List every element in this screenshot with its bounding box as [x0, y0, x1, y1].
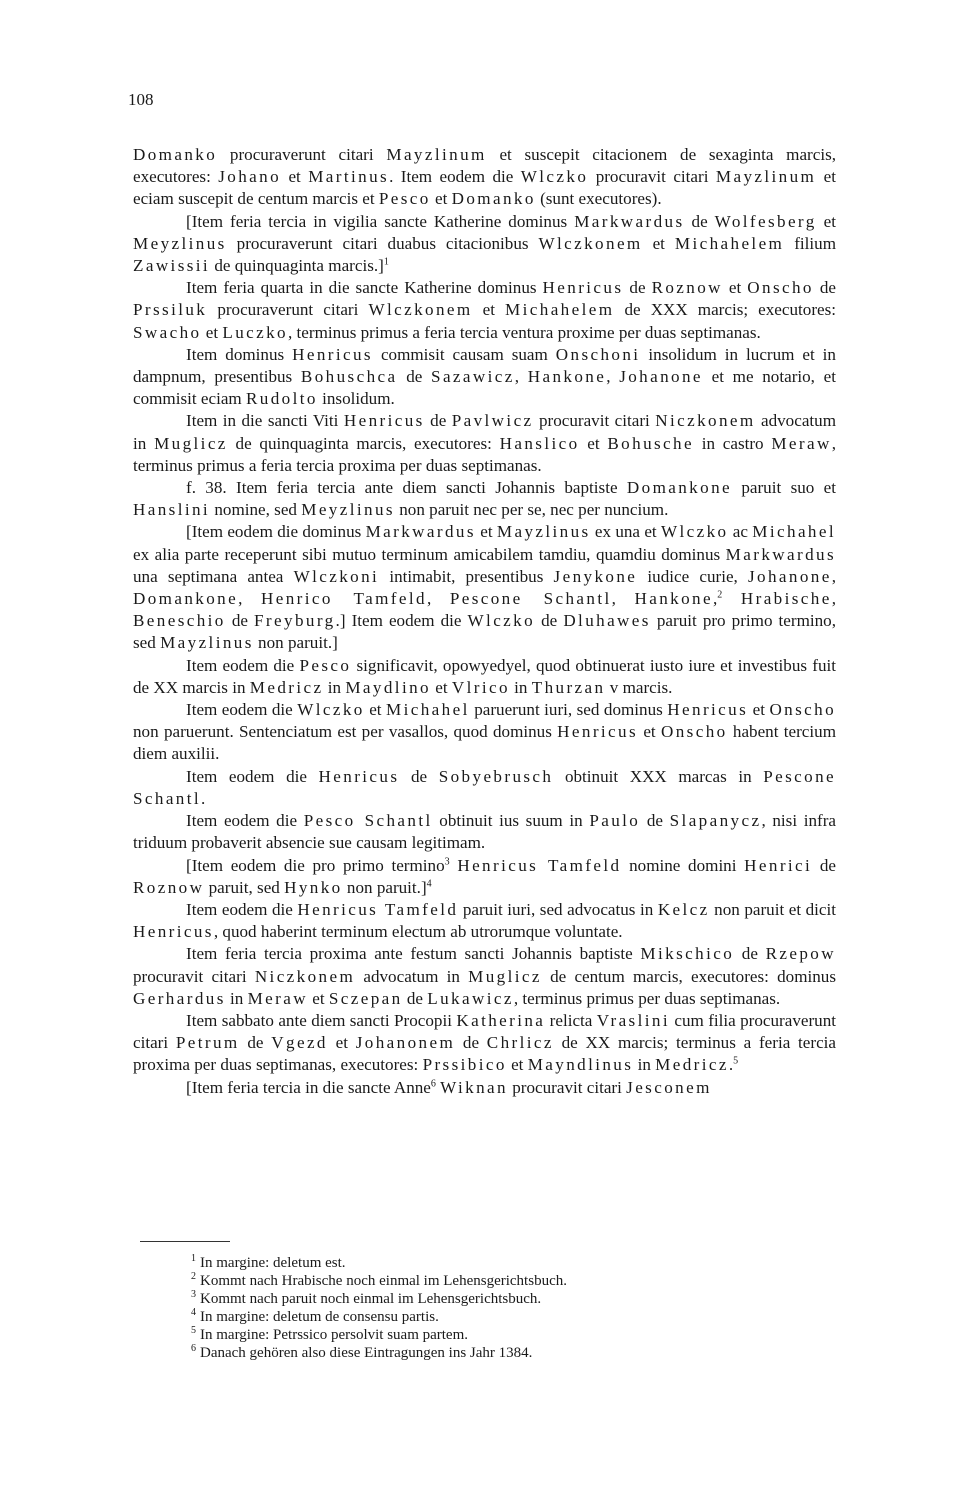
text-run: paruit iuri, sed advocatus in [458, 899, 658, 919]
text-run: et [475, 522, 497, 542]
spaced-name: Johanonem [355, 1033, 456, 1053]
spaced-name: Henricus [318, 766, 400, 786]
text-run: , terminus primus per duas septimanas. [513, 988, 781, 1008]
text-run: , terminus primus a feria tercia ventura proxime per duas septimanas. [288, 322, 761, 342]
spaced-name: Michahelem [674, 233, 785, 253]
text-run: . [728, 1055, 734, 1075]
text-run: , [606, 367, 620, 387]
text-run: de [734, 944, 766, 964]
spaced-name: Maydlino [345, 677, 431, 697]
paragraph [133, 211, 836, 278]
page-number: 108 [128, 90, 154, 109]
footnote-text: In margine: deletum de consensu partis. [200, 1309, 439, 1326]
spaced-name: Onscho [747, 278, 814, 298]
spaced-name: Meraw [771, 433, 832, 453]
spaced-name: Wlczkonem [538, 233, 643, 253]
text-run: paruit, sed [204, 877, 285, 897]
spaced-name: Rzepow [765, 944, 836, 964]
spaced-name: Pavlwicz [451, 411, 534, 431]
text-run: v marcis. [605, 677, 673, 697]
spaced-name: Wlczko [520, 167, 589, 187]
spaced-name: Henricus [557, 722, 639, 742]
text-run: , quod haberint terminum electum ab utrorumque voluntate. [213, 922, 623, 942]
paragraph [133, 144, 836, 211]
spaced-name: Dluhawes [563, 611, 651, 631]
spaced-name: Wlczko [660, 522, 729, 542]
spaced-name: Domankone [133, 589, 239, 609]
footnote-text: Kommt nach Hrabische noch einmal im Lehensgerichtsbuch. [200, 1273, 567, 1290]
spaced-name: Markwardus [574, 211, 685, 231]
spaced-name: Onscho [661, 722, 728, 742]
paragraph [133, 1077, 836, 1099]
paragraph [133, 277, 836, 344]
paragraph [133, 766, 836, 810]
spaced-name: Medricz [655, 1055, 729, 1075]
spaced-name: Wlczko [297, 700, 365, 720]
spaced-name: Mayzlinum [715, 167, 817, 187]
text-run: de [239, 1033, 272, 1053]
text-run: Item dominus [186, 344, 293, 364]
text-run: Item feria tercia proxima ante festum sancti Johannis baptiste [186, 944, 641, 964]
text-run: ac [728, 522, 753, 542]
spaced-name: Lukawicz [427, 988, 514, 1008]
text-run: de XXX marcis; executores: [614, 300, 837, 320]
text-run: nomine, sed [210, 500, 302, 520]
footnote-mark: 1 [191, 1253, 196, 1264]
spaced-name: Henricus [133, 922, 214, 942]
text-run: [Item eodem die pro primo termino [186, 855, 445, 875]
text-run: advocatum in [355, 966, 469, 986]
footnote-divider [140, 1241, 230, 1242]
paragraph [133, 477, 836, 521]
text-run: et [364, 700, 387, 720]
text-run: , [712, 589, 718, 609]
paragraph [133, 699, 836, 766]
spaced-name: Vlrico [451, 677, 510, 697]
text-run: procuraverunt citari [217, 145, 387, 164]
spaced-name: Mayzlinum [386, 145, 487, 164]
text-run: de [397, 367, 432, 387]
footnote [191, 1308, 811, 1326]
paragraph [133, 655, 836, 699]
spaced-name: Sobyebrusch [438, 766, 554, 786]
text-run: et [430, 189, 452, 209]
text-run: , [611, 589, 635, 609]
spaced-name: Niczkonem [655, 411, 756, 431]
body-text [133, 144, 836, 1099]
spaced-name: Meyzlinus [301, 500, 395, 520]
text-run: procuravit citari [533, 411, 656, 431]
text-run: procuravit citari [588, 167, 716, 187]
text-run: in castro [693, 433, 772, 453]
spaced-name: Michahel [386, 700, 470, 720]
text-run: de [812, 855, 836, 875]
text-run: [Item eodem die dominus [186, 522, 366, 542]
spaced-name: Kelcz [657, 899, 710, 919]
spaced-name: Michahelem [505, 300, 615, 320]
spaced-name: Hanslini [133, 500, 211, 520]
text-run: (sunt executores). [535, 189, 662, 209]
text-run: Item in die sancti Viti [186, 411, 344, 431]
text-run: insolidum in lucrum et in dampnum, presentibus [133, 344, 836, 387]
text-run: obtinuit ius suum in [432, 811, 590, 831]
text-run: et eciam suscepit de centum marcis et [133, 167, 836, 209]
spaced-name: Johano [218, 167, 282, 187]
text-run: significavit, opowyedyel, quod obtinuerat iusto iure et investibus fuit de XX marcis in [133, 655, 836, 697]
text-run: in [225, 988, 248, 1008]
text-run: paruerunt iuri, sed dominus [469, 700, 668, 720]
spaced-name: Meraw [247, 988, 308, 1008]
spaced-name: Wlczkonem [368, 300, 473, 320]
text-run: et [722, 278, 748, 298]
footnote-mark: 4 [191, 1307, 196, 1319]
spaced-name: Muglicz [154, 433, 228, 453]
text-run: [Item feria tercia in die sancte Anne [186, 1077, 431, 1097]
text-run: et [327, 1033, 356, 1053]
text-run: insolidum. [317, 389, 395, 409]
spaced-name: Hankone [527, 367, 607, 387]
spaced-name: Gerhardus [133, 988, 226, 1008]
spaced-name: Prssiluk [133, 300, 208, 320]
paragraph [133, 810, 836, 854]
spaced-name: Wlczkoni [293, 566, 380, 586]
text-run: de [399, 766, 439, 786]
text-run: [Item feria tercia in vigilia sancte Katherine dominus [186, 211, 575, 231]
text-run: procuraverunt citari [207, 300, 369, 320]
text-run: Item feria quarta in die sancte Katherine dominus [186, 278, 543, 298]
spaced-name: Henricus [292, 344, 373, 364]
spaced-name: Roznow [651, 278, 723, 298]
spaced-name: Domanko [451, 189, 536, 209]
spaced-name: Onschoni [555, 344, 641, 364]
paragraph [133, 521, 836, 654]
text-run: et suscepit citacionem de sexaginta marcis, executores: [133, 145, 836, 187]
text-run: et [748, 700, 770, 720]
spaced-name: Chrlicz [486, 1033, 554, 1053]
spaced-name: Vgezd [271, 1033, 328, 1053]
spaced-name: Henricus [343, 411, 425, 431]
text-run: et [642, 233, 675, 253]
text-run: procuravit citari [507, 1077, 627, 1097]
spaced-name: Henricus [542, 278, 624, 298]
spaced-name: Domankone [626, 478, 732, 498]
spaced-name: Petrum [175, 1033, 240, 1053]
footnote-reference: 6 [430, 1077, 436, 1089]
text-run: cum filia procuraverunt citari [133, 1010, 836, 1053]
spaced-name: Henrici [744, 855, 813, 875]
spaced-name: Wolfesberg [714, 211, 817, 231]
footnote-mark: 3 [191, 1289, 196, 1301]
text-run: ex una et [590, 522, 661, 542]
paragraph [133, 855, 836, 899]
text-run: iudice curie, [637, 566, 748, 586]
text-run: obtinuit XXX marcas in [553, 766, 764, 786]
spaced-name: Niczkonem [254, 966, 356, 986]
spaced-name: Hrabische [740, 589, 832, 609]
text-run: de [455, 1033, 487, 1053]
spaced-name: Pesco Schantl [303, 811, 433, 831]
spaced-name: Mayndlinus [527, 1055, 634, 1075]
text-run: et [281, 167, 309, 187]
spaced-name: Martinus [308, 167, 390, 187]
spaced-name: Mayzlinus [160, 633, 254, 653]
spaced-name: Slapanycz [669, 811, 762, 831]
footnote-text: Kommt nach paruit noch einmal im Lehensgerichtsbuch. [200, 1291, 542, 1308]
footnote-reference: 3 [444, 855, 450, 867]
spaced-name: Markwardus [725, 544, 836, 564]
text-run: de quinquaginta marcis, executores: [227, 433, 500, 453]
text-run: relicta [545, 1010, 597, 1030]
spaced-name: Katherina [456, 1010, 546, 1030]
spaced-name: Roznow [133, 877, 205, 897]
text-run: de [640, 811, 670, 831]
paragraph [133, 943, 836, 1010]
footnote-reference: 5 [733, 1055, 739, 1067]
text-run: procuravit citari [133, 966, 255, 986]
footnote-mark: 5 [191, 1325, 196, 1337]
text-run: Item sabbato ante diem sancti Procopii [186, 1010, 457, 1030]
footnote-text: In margine: deletum est. [200, 1255, 346, 1271]
text-run: Item eodem die [186, 766, 319, 786]
text-run: , terminus primus a feria tercia proxima per duas septimanas. [133, 433, 837, 475]
spaced-name: Swacho [133, 322, 202, 342]
spaced-name: Jenykone [553, 566, 638, 586]
spaced-name: Mikschico [640, 944, 735, 964]
text-run: in [509, 677, 532, 697]
spaced-name: Hynko [284, 877, 343, 897]
text-run: intimabit, presentibus [379, 566, 554, 586]
text-run: et [816, 211, 836, 231]
text-run: , [831, 566, 836, 586]
spaced-name: Pesco [299, 655, 352, 675]
text-run: de [684, 211, 715, 231]
paragraph [133, 410, 836, 477]
spaced-name: Paulo [589, 811, 641, 831]
text-run: de [225, 611, 255, 631]
text-run: . [201, 788, 206, 808]
spaced-name: Henricus Tamfeld [457, 855, 622, 875]
footnote-reference: 2 [717, 589, 723, 601]
spaced-name: Luczko [222, 322, 288, 342]
text-run: , [514, 367, 528, 387]
footnote-text: Danach gehören also diese Eintragungen ins Jahr 1384. [200, 1345, 533, 1362]
text-run: de [623, 278, 652, 298]
footnote [191, 1254, 811, 1272]
text-run: , [238, 589, 261, 609]
text-run: non paruit.] [253, 633, 338, 653]
text-run: de [424, 411, 452, 431]
spaced-name: Markwardus [365, 522, 476, 542]
footnote [191, 1290, 811, 1308]
text-run: commisit causam suam [372, 344, 556, 364]
spaced-name: Meyzlinus [133, 233, 227, 253]
text-run: Item eodem die [186, 811, 304, 831]
text-run: una septimana antea [133, 566, 294, 586]
spaced-name: Rudolto [245, 389, 318, 409]
text-run: et [472, 300, 506, 320]
spaced-name: Wlczko [467, 611, 536, 631]
text-run: , [831, 589, 836, 609]
paragraph [133, 1010, 836, 1077]
footnote-mark: 2 [191, 1271, 196, 1283]
text-run: paruit pro primo termino, sed [133, 611, 836, 653]
spaced-name: Sazawicz [431, 367, 515, 387]
footnote-reference: 4 [426, 878, 432, 890]
footnote [191, 1344, 811, 1362]
spaced-name: Michahel [752, 522, 836, 542]
spaced-name: Henrico Tamfeld [260, 589, 427, 609]
text-run: .] Item eodem die [335, 611, 468, 631]
text-run: Item eodem die [186, 655, 300, 675]
text-run: non paruit.] [342, 877, 427, 897]
text-run: paruit suo et [732, 478, 836, 498]
text-run: in [633, 1055, 656, 1075]
text-run: advocatum in [133, 411, 836, 453]
footnote [191, 1326, 811, 1344]
spaced-name: Bohusche [607, 433, 694, 453]
spaced-name: Zawissii [133, 256, 211, 276]
text-run: nomine domini [621, 855, 745, 875]
spaced-name: Henricus [667, 700, 749, 720]
spaced-name: Vraslini [596, 1010, 670, 1030]
text-run: habent tercium diem auxilii. [133, 722, 836, 764]
text-run: procuraverunt citari duabus citacionibus [226, 233, 539, 253]
text-run: f. 38. Item feria tercia ante diem sancti Johannis baptiste [186, 478, 627, 498]
spaced-name: Johanone [619, 367, 703, 387]
spaced-name: Pescone Schantl [133, 766, 836, 808]
text-run: et [307, 988, 329, 1008]
spaced-name: Mayzlinus [496, 522, 591, 542]
text-run: non paruit et dicit [709, 899, 836, 919]
spaced-name: Prssibico [422, 1055, 507, 1075]
footnote-text: In margine: Petrssico persolvit suam partem. [200, 1327, 469, 1344]
footnotes [191, 1254, 811, 1363]
text-run: et [506, 1055, 528, 1075]
text-run: non paruit nec per se, nec per nuncium. [394, 500, 669, 520]
text-run: . Item eodem die [389, 167, 521, 187]
text-run: de XX marcis; terminus a feria tercia proxima per duas septimanas, executores: [133, 1033, 836, 1075]
spaced-name: Freyburg [254, 611, 336, 631]
text-run: et [579, 433, 608, 453]
text-run: de quinquaginta marcis.] [210, 256, 384, 276]
text-run: et [638, 722, 661, 742]
text-run: de [813, 278, 836, 298]
spaced-name: Onscho [769, 700, 837, 720]
footnote [191, 1272, 811, 1290]
text-run: , [426, 589, 450, 609]
text-run: de [535, 611, 564, 631]
spaced-name: Johanone [747, 566, 832, 586]
text-run: non paruerunt. Sentenciatum est per vasallos, quod dominus [133, 722, 558, 742]
paragraph [133, 899, 836, 943]
paragraph [133, 344, 836, 411]
spaced-name: Thurzan [531, 677, 606, 697]
text-run: et [430, 677, 452, 697]
text-run: ex alia parte receperunt sibi mutuo terminum amicabilem tamdiu, quamdiu dominus [133, 544, 726, 564]
text-run [722, 589, 741, 608]
text-run: de [402, 988, 428, 1008]
text-run: Item eodem die [186, 700, 298, 720]
spaced-name: Beneschio [133, 611, 226, 631]
text-run: in [323, 677, 346, 697]
spaced-name: Hanslico [499, 433, 580, 453]
footnote-mark: 6 [191, 1343, 196, 1355]
spaced-name: Pesco [378, 189, 431, 209]
text-run: de centum marcis, executores: dominus [541, 966, 836, 986]
text-run: et me notario, et commisit eciam [133, 367, 836, 409]
footnote-reference: 1 [383, 256, 389, 268]
spaced-name: Wiknan [440, 1077, 508, 1097]
spaced-name: Muglicz [468, 966, 542, 986]
spaced-name: Jesconem [626, 1077, 712, 1097]
spaced-name: Sczepan [328, 988, 403, 1008]
text-run: et [201, 322, 223, 342]
text-run: filium [784, 233, 836, 253]
spaced-name: Henricus Tamfeld [297, 899, 459, 919]
text-run: Item eodem die [186, 899, 298, 919]
spaced-name: Medricz [249, 677, 324, 697]
spaced-name: Domanko [133, 145, 218, 164]
spaced-name: Bohuschca [300, 367, 398, 387]
text-run: , nisi infra triduum probaverit absencie sue causam legitimam. [133, 811, 836, 853]
spaced-name: Pescone Schantl [449, 589, 612, 609]
spaced-name: Hankone [634, 589, 713, 609]
